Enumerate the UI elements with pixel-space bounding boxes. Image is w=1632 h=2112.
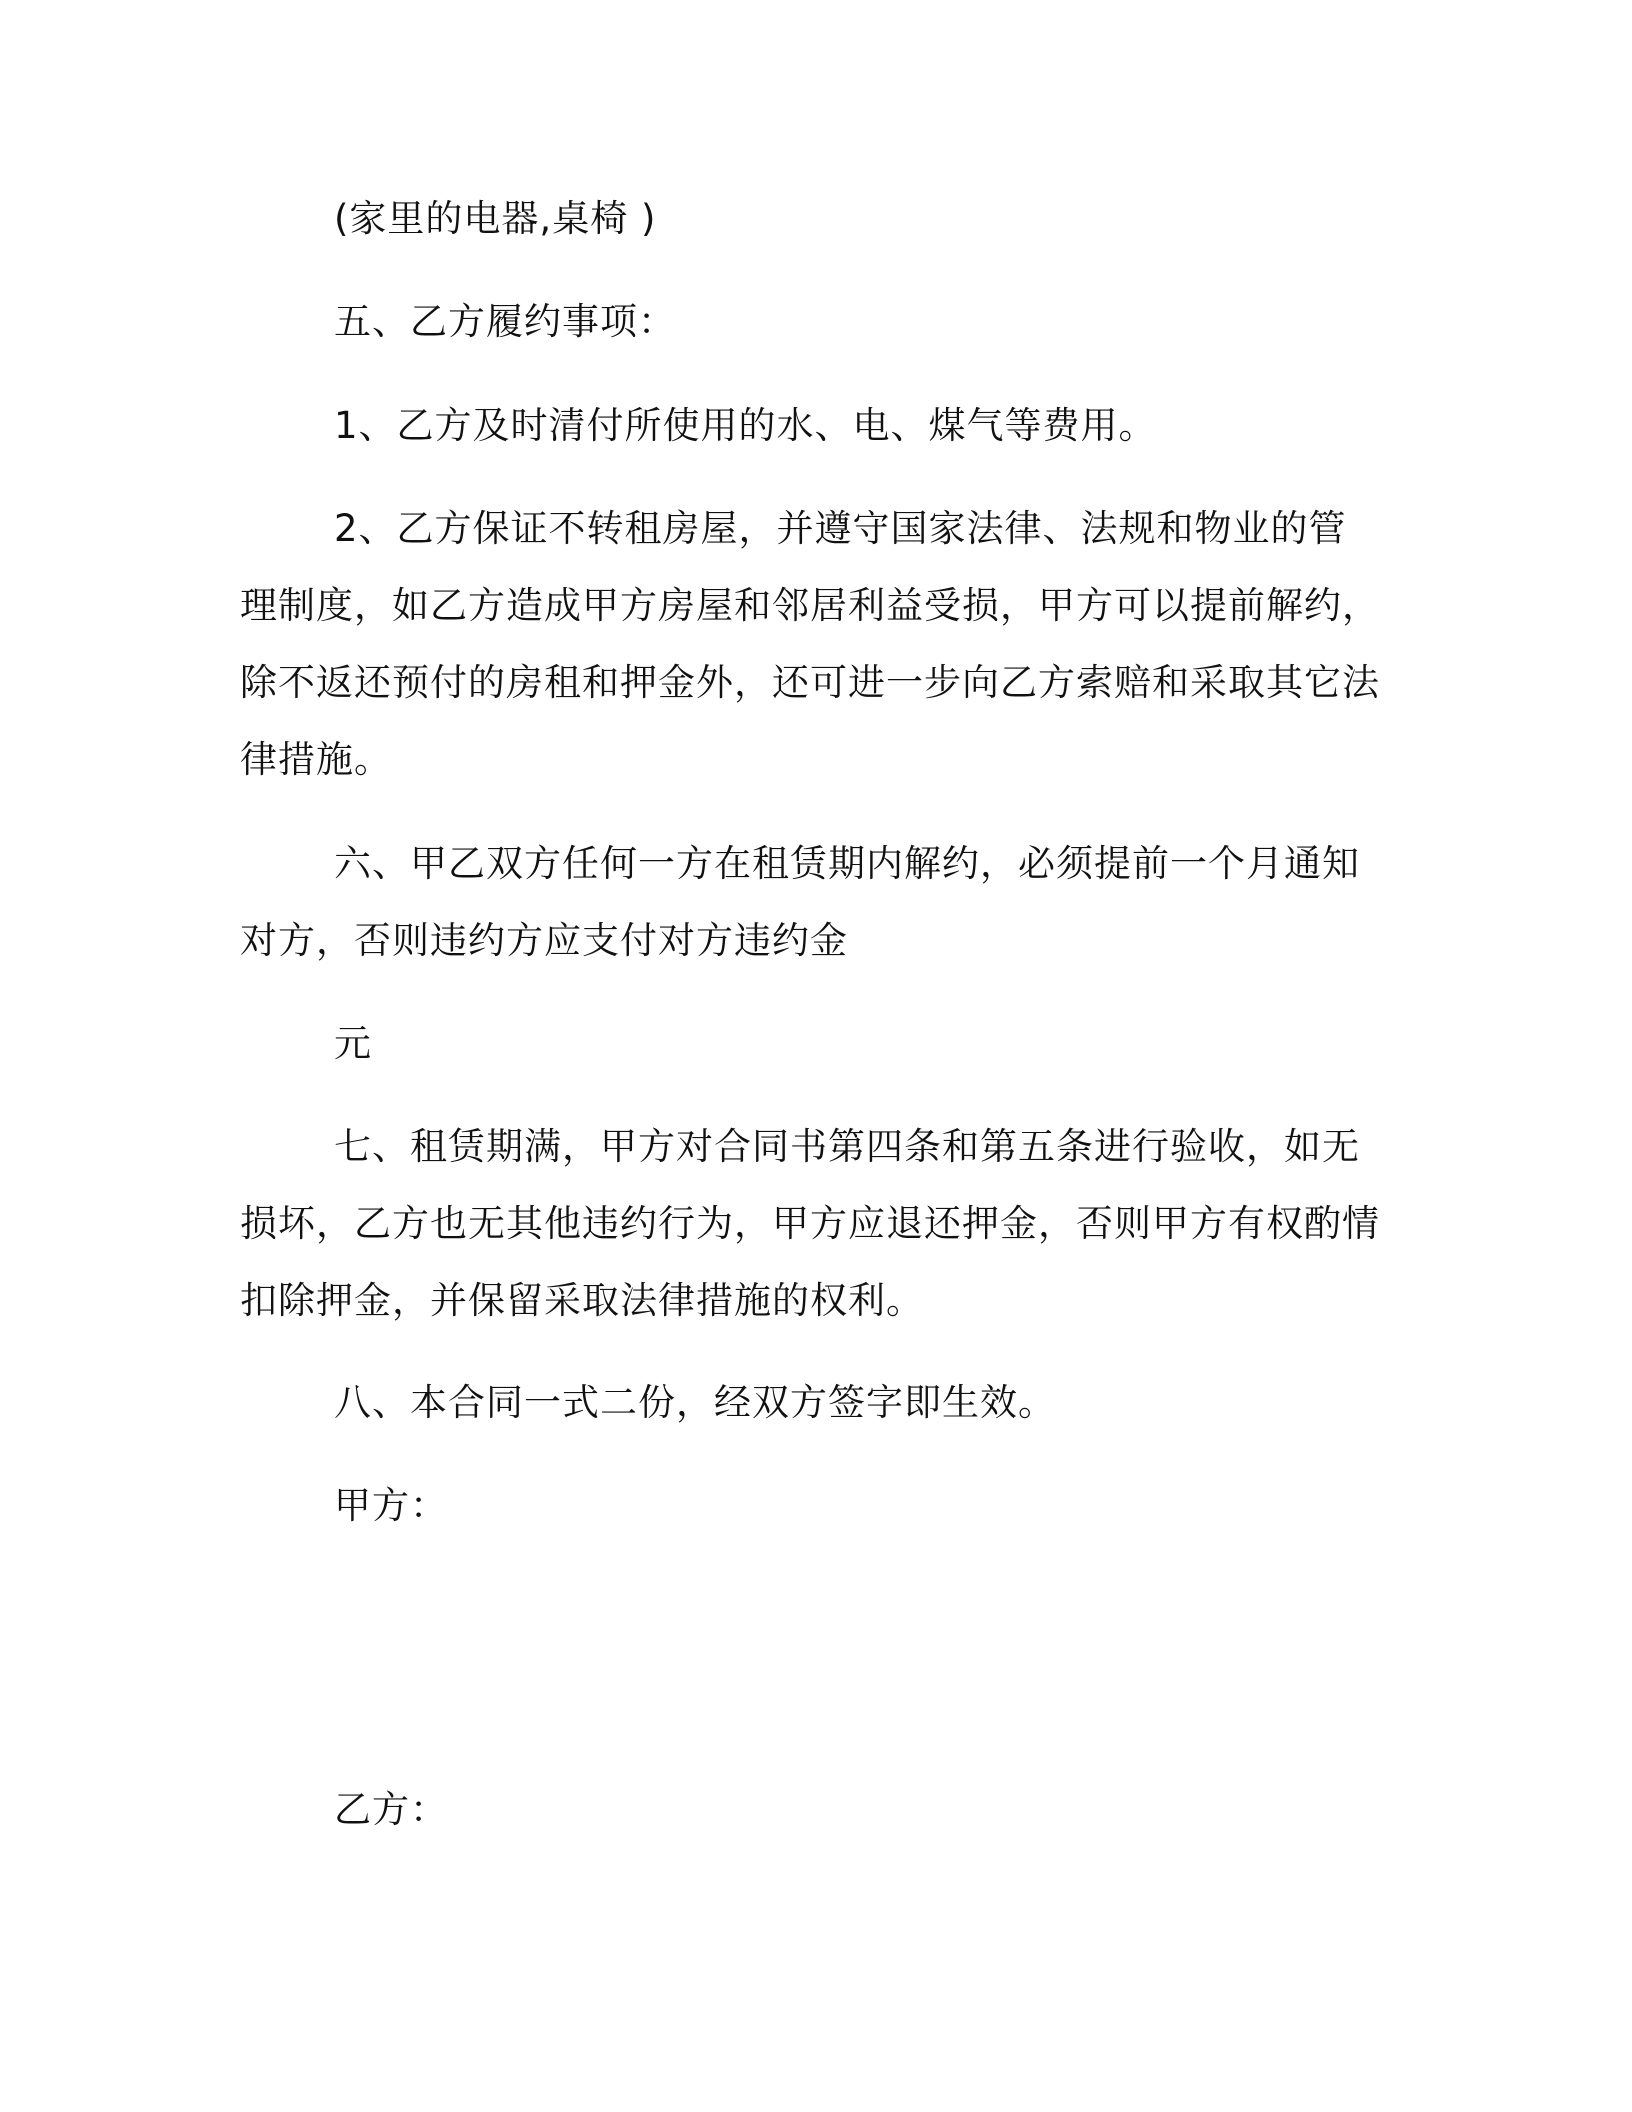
party-b-label: 乙方： (334, 1788, 448, 1831)
clause-5-2: 2、乙方保证不转租房屋，并遵守国家法律、法规和物业的管理制度，如乙方造成甲方房屋和邻居利益受损，甲方可以提前解约，除不返还预付的房租和押金外，还可进一步向乙方索赔和采取其它法律措施。 (240, 507, 1380, 781)
party-a-label: 甲方： (334, 1484, 448, 1527)
appliances-note: (家里的电器,桌椅 ) (334, 197, 657, 240)
section-6-unit: 元 (334, 1022, 372, 1065)
section-7: 七、租赁期满，甲方对合同书第四条和第五条进行验收，如无损坏，乙方也无其他违约行为，甲方应退还押金，否则甲方有权酌情扣除押金，并保留采取法律措施的权利。 (240, 1125, 1380, 1322)
section-6: 六、甲乙双方任何一方在租赁期内解约，必须提前一个月通知对方，否则违约方应支付对方违约金 (240, 842, 1360, 962)
section-5-heading: 五、乙方履约事项： (334, 300, 676, 343)
clause-5-1: 1、乙方及时清付所使用的水、电、煤气等费用。 (334, 404, 1157, 447)
section-8: 八、本合同一式二份，经双方签字即生效。 (334, 1381, 1056, 1424)
